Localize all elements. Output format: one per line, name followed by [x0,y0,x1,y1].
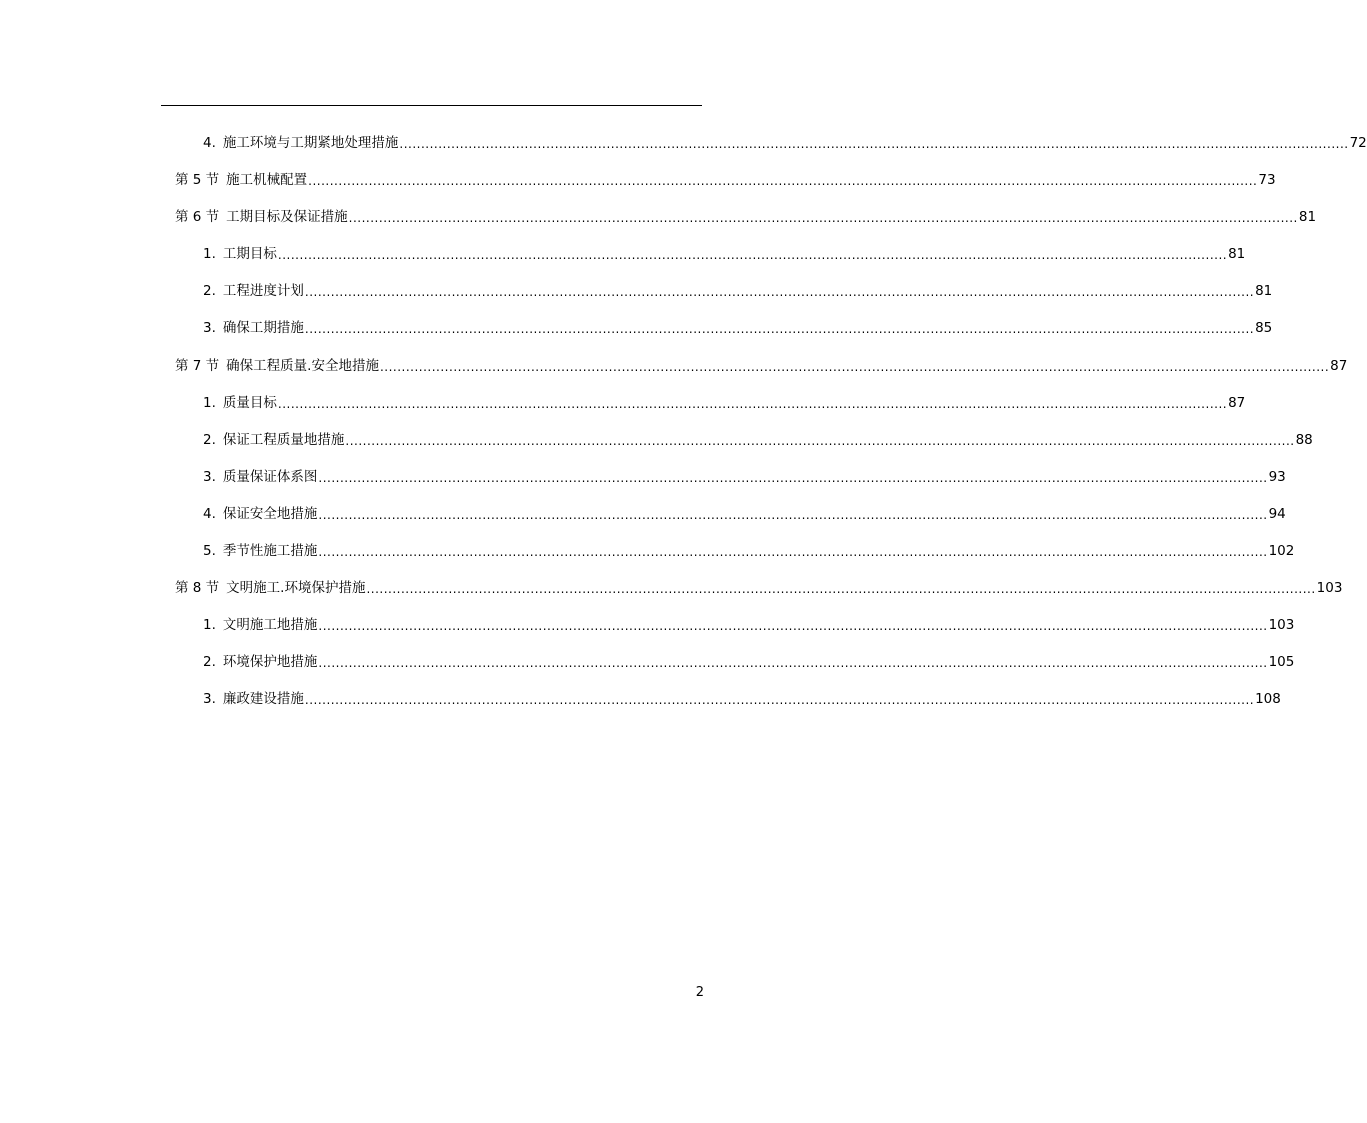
toc-entry[interactable] [175,207,1317,227]
toc-entry[interactable] [203,133,1367,153]
toc-entry-number: 2. [203,432,216,448]
toc-entry-number: 3. [203,469,216,485]
toc-entry[interactable] [175,356,1348,376]
dot-leader: ............................................................................................................................................................................................................................ [366,582,1316,596]
toc-entry-title: 施工环境与工期紧地处理措施 [222,135,399,151]
toc-entry-page: 108 [1255,691,1281,707]
toc-entry-number: 4. [203,506,216,522]
toc-entry[interactable] [175,170,1276,190]
toc-entry[interactable] [203,689,1281,709]
toc-entry-title: 质量保证体系图 [222,469,318,485]
dot-leader: ............................................................................................................................................................................................................................ [308,174,1258,188]
toc-entry-page: 81 [1298,209,1317,225]
toc-entry-number: 第 8 节 [175,580,220,596]
toc-entry-number: 4. [203,135,216,151]
toc-entry[interactable] [203,615,1295,635]
dot-leader: ............................................................................................................................................................................................................................ [318,619,1268,633]
toc-entry-title: 环境保护地措施 [222,654,318,670]
toc-entry-title: 保证安全地措施 [222,506,318,522]
toc-entry-number: 3. [203,691,216,707]
toc-entry[interactable] [203,541,1295,561]
toc-entry-page: 103 [1268,617,1295,633]
toc-entry[interactable] [203,652,1295,672]
toc-entry-title: 质量目标 [222,395,277,411]
toc-entry-page: 87 [1330,358,1348,374]
dot-leader: ............................................................................................................................................................................................................................ [379,360,1330,374]
toc-entry[interactable] [203,393,1246,413]
toc-entry-number: 1. [203,395,216,411]
toc-entry-page: 85 [1255,320,1273,336]
toc-entry[interactable] [203,467,1286,487]
dot-leader: ............................................................................................................................................................................................................................ [304,285,1255,299]
toc-entry-page: 94 [1268,506,1286,522]
dot-leader: ............................................................................................................................................................................................................................ [277,397,1228,411]
toc-entry-number: 3. [203,320,216,336]
toc-entry-title: 文明施工地措施 [222,617,318,633]
dot-leader: ............................................................................................................................................................................................................................ [348,211,1298,225]
toc-entry-number: 2. [203,283,216,299]
dot-leader: ............................................................................................................................................................................................................................ [345,434,1295,448]
toc-entry-page: 88 [1295,432,1313,448]
dot-leader: ............................................................................................................................................................................................................................ [399,137,1349,151]
toc-entry-title: 确保工程质量.安全地措施 [226,358,379,374]
toc-entry-number: 第 6 节 [175,209,220,225]
toc-entry-number: 5. [203,543,216,559]
toc-entry[interactable] [203,281,1273,301]
toc-entry[interactable] [175,578,1343,598]
toc-entry-page: 81 [1255,283,1273,299]
toc-entry[interactable] [203,318,1273,338]
toc-entry-page: 105 [1268,654,1295,670]
toc-entry-page: 81 [1228,246,1246,262]
toc-entry-page: 103 [1316,580,1343,596]
toc-entry-page: 73 [1258,172,1276,188]
toc-entry-page: 72 [1349,135,1367,151]
toc-entry[interactable] [203,504,1286,524]
dot-leader: ............................................................................................................................................................................................................................ [304,322,1255,336]
toc-entry-title: 保证工程质量地措施 [222,432,345,448]
dot-leader: ............................................................................................................................................................................................................................ [304,693,1255,707]
dot-leader: ............................................................................................................................................................................................................................ [318,471,1268,485]
toc-entry-title: 确保工期措施 [222,320,304,336]
toc-entry[interactable] [203,244,1246,264]
toc-entry-title: 廉政建设措施 [222,691,304,707]
toc-entry-title: 工期目标 [222,246,277,262]
toc-entry-number: 1. [203,617,216,633]
toc-entry-title: 季节性施工措施 [222,543,318,559]
toc-entry[interactable] [203,430,1313,450]
dot-leader: ............................................................................................................................................................................................................................ [318,508,1268,522]
dot-leader: ............................................................................................................................................................................................................................ [318,545,1268,559]
toc-entry-number: 2. [203,654,216,670]
header-rule [161,105,702,106]
toc-entry-title: 文明施工.环境保护措施 [226,580,366,596]
dot-leader: ............................................................................................................................................................................................................................ [277,248,1228,262]
toc-entry-title: 施工机械配置 [226,172,308,188]
toc-entry-page: 87 [1228,395,1246,411]
toc-entry-page: 93 [1268,469,1286,485]
toc-entry-number: 1. [203,246,216,262]
toc-entry-title: 工期目标及保证措施 [226,209,348,225]
page-number: 2 [695,985,704,1000]
toc-entry-page: 102 [1268,543,1295,559]
dot-leader: ............................................................................................................................................................................................................................ [318,656,1268,670]
toc-entry-number: 第 5 节 [175,172,220,188]
toc-entry-number: 第 7 节 [175,358,220,374]
toc-entry-title: 工程进度计划 [222,283,304,299]
